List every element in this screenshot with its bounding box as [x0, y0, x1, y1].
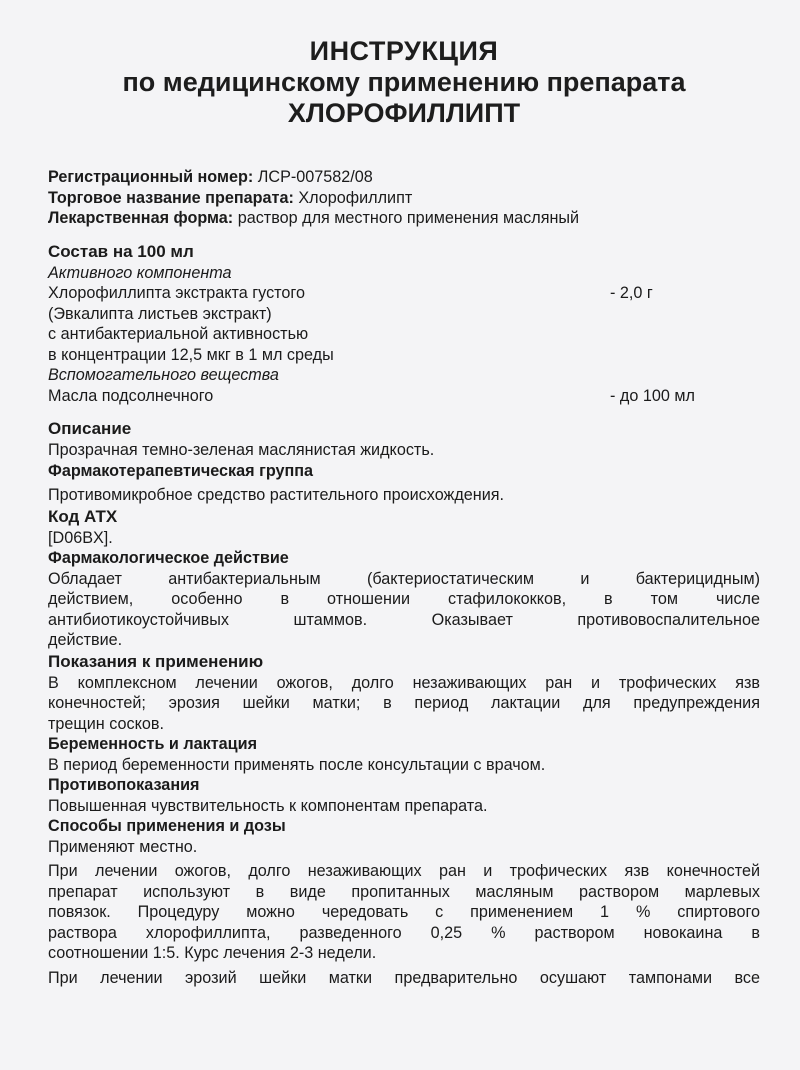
dosage-line-3: повязок. Процедуру можно чередовать с применением 1 % спиртового	[48, 903, 760, 921]
composition-heading: Состав на 100 мл	[48, 241, 194, 261]
active-component-line-4: в концентрации 12,5 мкг в 1 мл среды	[48, 345, 334, 364]
excipient-row	[48, 386, 760, 407]
description-heading: Описание	[48, 419, 132, 438]
active-component-row	[48, 283, 760, 304]
description-section	[48, 418, 760, 461]
dosage-line-4: раствора хлорофиллипта, разведенного 0,25 % раствором новокаина в	[48, 923, 760, 942]
atc-text: [D06BX].	[48, 528, 113, 547]
active-component-name: Хлорофиллипта экстракта густого	[48, 284, 305, 302]
indications-line-3: трещин сосков.	[48, 714, 164, 733]
description-text: Прозрачная темно-зеленая маслянистая жидкость.	[48, 441, 435, 459]
active-component-amount: - 2,0 г	[610, 284, 653, 302]
contraindications-heading: Противопоказания	[48, 776, 200, 794]
contraindications-text: Повышенная чувствительность к компонентам препарата.	[48, 796, 488, 815]
title-line-1: ИНСТРУКЦИЯ	[309, 36, 499, 66]
pharm-action-line-4: действие.	[48, 631, 123, 649]
excipient-name: Масла подсолнечного	[48, 386, 214, 405]
pharm-group-section	[48, 461, 760, 506]
indications-line-1: В комплексном лечении ожогов, долго незаживающих ран и трофических язв	[48, 673, 760, 692]
pharm-action-section	[48, 548, 760, 651]
dosage-line-6: При лечении эрозий шейки матки предварительно осушают тампонами все	[48, 968, 760, 987]
pharm-action-line-2: действием, особенно в отношении стафилококков, в том числе	[48, 590, 760, 608]
dosage-form-value: раствор для местного применения масляный	[237, 209, 580, 227]
title-line-3: ХЛОРОФИЛЛИПТ	[287, 98, 521, 128]
active-component-line-3: с антибактериальной активностью	[48, 325, 309, 343]
active-component-label: Активного компонента	[48, 263, 232, 282]
dosage-form-label: Лекарственная форма:	[48, 209, 234, 227]
indications-line-2: конечностей; эрозия шейки матки; в период лактации для предупреждения	[48, 694, 760, 712]
excipient-label: Вспомогательного вещества	[48, 366, 279, 384]
contraindications-section	[48, 775, 760, 816]
trade-name-label: Торговое название препарата:	[48, 188, 294, 207]
pregnancy-text: В период беременности применять после консультации с врачом.	[48, 755, 546, 774]
pregnancy-heading: Беременность и лактация	[48, 735, 258, 753]
indications-heading: Показания к применению	[48, 651, 264, 671]
registration-value: ЛСР-007582/08	[257, 168, 373, 186]
dosage-line-2: препарат используют в виде пропитанных масляным раствором марлевых	[48, 882, 760, 901]
trade-name-value: Хлорофиллипт	[298, 188, 413, 207]
pharm-action-heading: Фармакологическое действие	[48, 549, 289, 567]
excipient-amount: - до 100 мл	[610, 386, 695, 405]
active-component-line-2: (Эвкалипта листьев экстракт)	[48, 304, 272, 323]
title-line-2: по медицинскому применению препарата	[122, 67, 686, 97]
document-title	[48, 36, 760, 129]
composition-section	[48, 241, 760, 407]
dosage-form	[48, 208, 760, 229]
atc-section	[48, 506, 760, 549]
atc-heading: Код АТХ	[48, 506, 118, 526]
pharm-group-heading: Фармакотерапевтическая группа	[48, 461, 314, 480]
dosage-line-0: Применяют местно.	[48, 837, 198, 856]
indications-section	[48, 651, 760, 735]
dosage-section	[48, 816, 760, 988]
dosage-line-1: При лечении ожогов, долго незаживающих ран и трофических язв конечностей	[48, 862, 760, 880]
pregnancy-section	[48, 734, 760, 775]
dosage-line-5: соотношении 1:5. Курс лечения 2-3 недели.	[48, 944, 377, 962]
dosage-heading: Способы применения и дозы	[48, 817, 286, 835]
instruction-document	[48, 36, 760, 988]
trade-name	[48, 188, 760, 209]
pharm-action-line-3: антибиотикоустойчивых штаммов. Оказывает противовоспалительное	[48, 610, 760, 629]
registration-label: Регистрационный номер:	[48, 168, 254, 186]
registration-number	[48, 167, 760, 188]
pharm-group-text: Противомикробное средство растительного происхождения.	[48, 486, 505, 504]
pharm-action-line-1: Обладает антибактериальным (бактериостатическим и бактерицидным)	[48, 569, 760, 588]
